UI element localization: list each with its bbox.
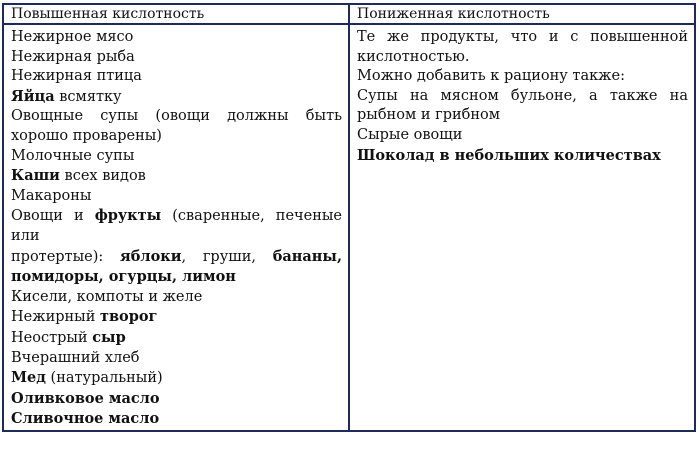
text-fragment: рыбном и грибном (357, 107, 501, 124)
bold-text-fragment: Сливочное масло (11, 410, 160, 428)
table-header-row (3, 4, 695, 24)
high-acidity-food-line (11, 67, 342, 87)
high-acidity-food-line (11, 107, 342, 127)
bold-text-fragment: Яйца (11, 87, 55, 105)
text-fragment: всех видов (59, 168, 146, 185)
high-acidity-food-line (11, 368, 342, 389)
bold-text-fragment: яблоки (119, 247, 182, 265)
text-fragment: (сваренные, печеные или (11, 208, 342, 244)
high-acidity-food-line (11, 187, 342, 207)
text-fragment: всмятку (54, 88, 122, 105)
low-acidity-food-line (357, 67, 688, 87)
text-fragment: , груши, (181, 248, 273, 265)
high-acidity-food-line (11, 389, 342, 410)
low-acidity-food-list (350, 25, 694, 166)
text-fragment: Вчерашний хлеб (11, 349, 140, 366)
low-acidity-food-line (357, 48, 688, 68)
high-acidity-food-line (11, 147, 342, 167)
high-acidity-food-line (11, 409, 342, 430)
text-fragment: Те же продукты, что и с повышенной (357, 29, 688, 45)
low-acidity-food-line (357, 28, 688, 48)
low-acidity-food-line (357, 106, 688, 126)
text-fragment: Нежирный (11, 309, 100, 326)
text-fragment: Супы на мясном бульоне, а также на (357, 87, 688, 104)
bold-text-fragment: бананы, (272, 247, 342, 265)
bold-text-fragment: творог (100, 308, 158, 326)
text-fragment: (натуральный) (45, 370, 163, 387)
high-acidity-food-line (11, 48, 342, 68)
low-acidity-food-line (357, 146, 688, 167)
high-acidity-food-line (11, 206, 342, 246)
high-acidity-food-line (11, 87, 342, 108)
high-acidity-food-line (11, 166, 342, 187)
high-acidity-food-line (11, 328, 342, 349)
high-acidity-food-line (11, 307, 342, 328)
text-fragment: Можно добавить к рациону также: (357, 68, 625, 85)
bold-text-fragment: Оливковое масло (11, 389, 160, 407)
text-fragment: Кисели, компоты и желе (11, 288, 203, 305)
bold-text-fragment: Мед (11, 369, 46, 387)
bold-text-fragment: помидоры, огурцы, лимон (11, 268, 236, 286)
header-high-acidity: Повышенная кислотность (3, 4, 349, 24)
high-acidity-food-line (11, 247, 342, 268)
low-acidity-food-line (357, 126, 688, 146)
bold-text-fragment: сыр (92, 328, 126, 346)
text-fragment: Молочные супы (11, 147, 135, 164)
text-fragment: Нежирная птица (11, 68, 142, 85)
high-acidity-food-list (4, 25, 348, 430)
header-low-acidity: Пониженная кислотность (349, 4, 695, 24)
high-acidity-food-line (11, 28, 342, 48)
text-fragment: кислотностью. (357, 48, 470, 65)
bold-text-fragment: Каши (11, 167, 60, 185)
text-fragment: Макароны (11, 187, 92, 204)
diet-comparison-table (2, 3, 696, 432)
high-acidity-food-line (11, 288, 342, 308)
high-acidity-cell (3, 24, 349, 431)
low-acidity-cell (349, 24, 695, 431)
table-body-row (3, 24, 695, 431)
text-fragment: Овощи и (11, 208, 95, 225)
text-fragment: хорошо проварены) (11, 127, 162, 144)
high-acidity-food-line (11, 127, 342, 147)
low-acidity-food-line (357, 87, 688, 107)
text-fragment: Нежирное мясо (11, 29, 134, 45)
text-fragment: Нежирная рыба (11, 48, 135, 65)
text-fragment: Овощные супы (овощи должны быть (11, 108, 342, 125)
text-fragment: Неострый (11, 329, 93, 346)
bold-text-fragment: Шоколад в небольших количествах (357, 146, 661, 164)
text-fragment: Сырые овощи (357, 126, 463, 143)
text-fragment: протертые): (11, 248, 120, 265)
high-acidity-food-line (11, 349, 342, 369)
bold-text-fragment: фрукты (94, 207, 162, 225)
high-acidity-food-line (11, 267, 342, 288)
